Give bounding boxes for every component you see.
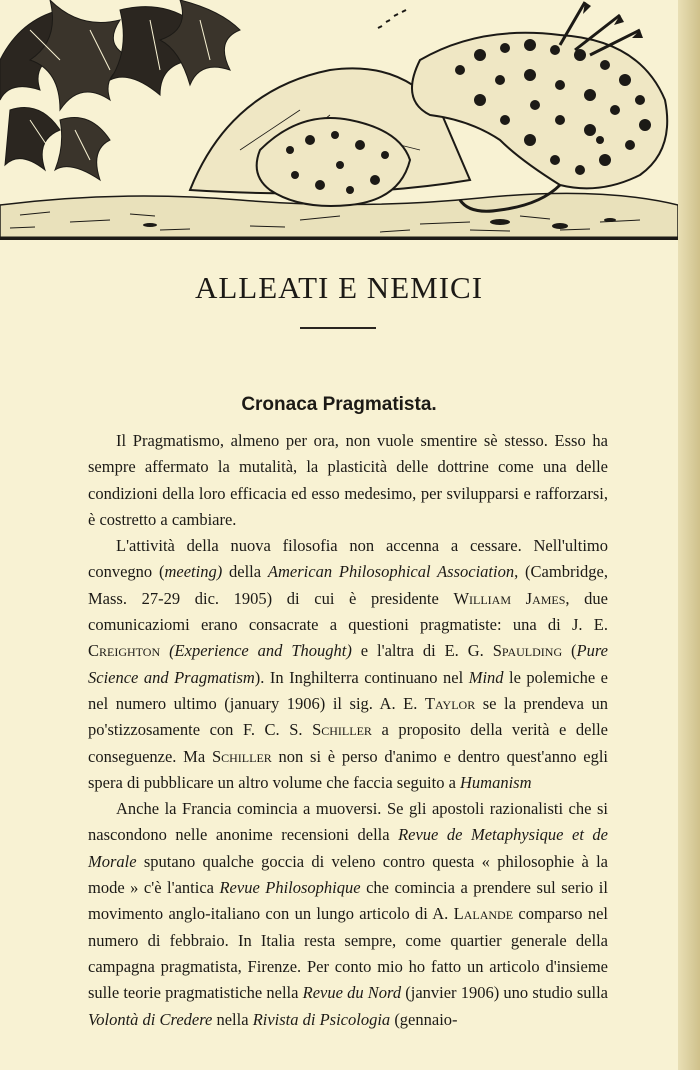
paragraph-2: L'attività della nuova filosofia non accenna a cessare. Nell'ultimo convegno (meeting) della American Philosophical Association, (Cambridge, Mass. 27-29 dic. 1905) di cui è presidente William James, due comunicaziomi erano consacrate a questioni pragmatiste: una di J. E. Creighton (Experience and Thought) e l'altra di E. G. Spaulding (Pure Science and Pragmatism). In Inghilterra continuano nel Mind le polemiche e nel numero ultimo (january 1906) il sig. A. E. Taylor se la prendeva un po'stizzosamente con F. C. S. Schiller a proposito della verità e delle conseguenze. Ma Schiller non si è perso d'animo e dentro quest'anno egli spera di pubblicare un altro volume che faccia seguito a Humanism [88, 536, 609, 792]
page-title: ALLEATI E NEMICI [194, 270, 484, 305]
paragraph-1: Il Pragmatismo, almeno per ora, non vuole smentire sè stesso. Esso ha sempre affermato la mutalità, la plasticità delle dottrine come una delle condizioni della loro efficacia ed esso medesimo, per svilupparsi e rafforzarsi, è costretto a cambiare. [88, 431, 608, 529]
article-body [88, 428, 608, 1033]
paragraph-3: Anche la Francia comincia a muoversi. Se gli apostoli razionalisti che si nascondono nelle anonime recensioni della Revue de Metaphysique et de Morale sputano qualche goccia di veleno contro questa « philosophie à la mode » c'è l'antica Revue Philosophique che comincia a prendere sul serio il movimento anglo-italiano con un lungo articolo di A. Lalande comparso nel numero di febbraio. In Italia resta sempre, come quartier generale della campagna pragmatista, Firenze. Per conto mio ho fatto un articolo d'insieme sulle teorie pragmatistiche nella Revue du Nord (janvier 1906) uno studio sulla Volontà di Credere nella Rivista di Psicologia (gennaio- [88, 799, 608, 1029]
page-edge [678, 0, 700, 1070]
section-subtitle: Cronaca Pragmatista. [241, 394, 437, 415]
leopard-vignette-illustration [0, 0, 678, 240]
title-divider [300, 327, 376, 329]
